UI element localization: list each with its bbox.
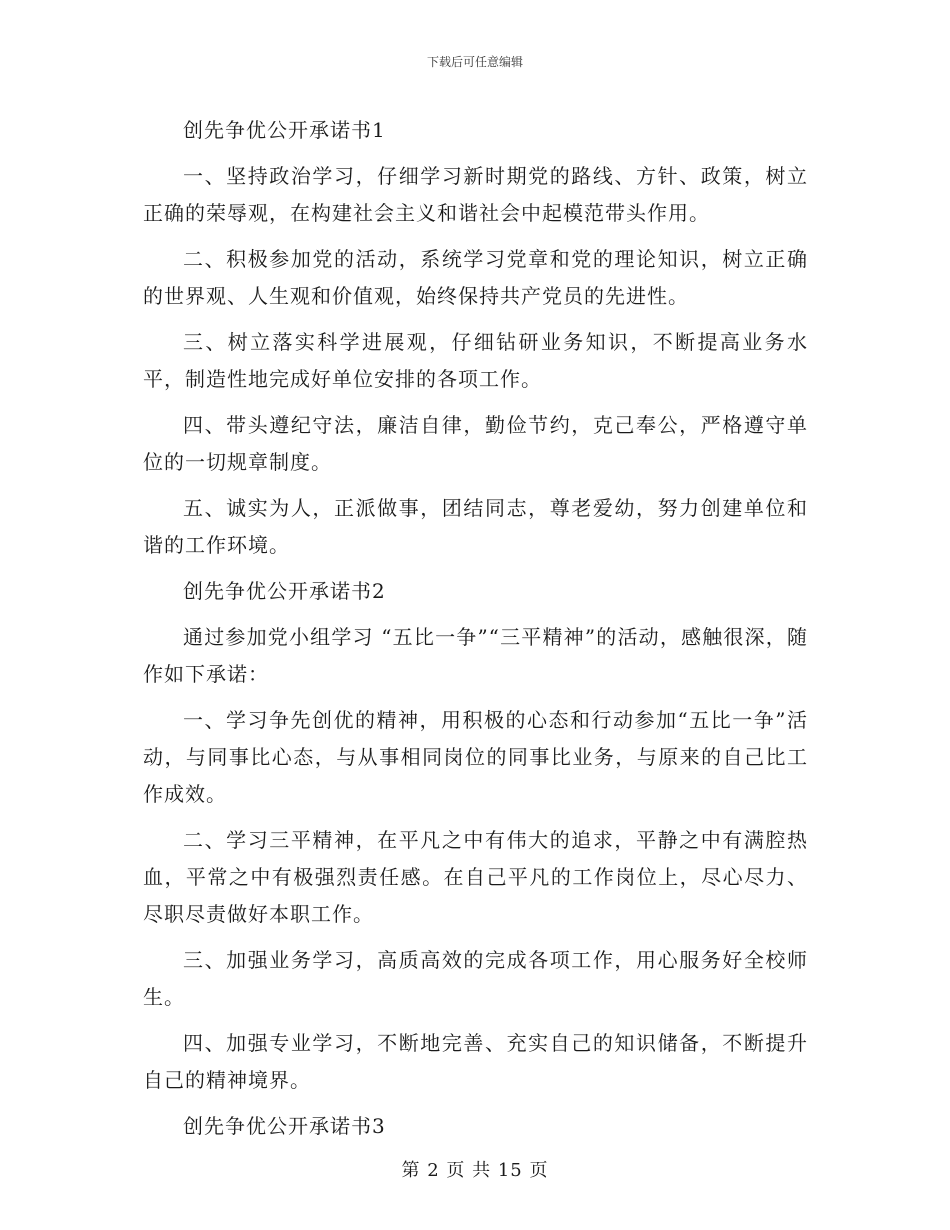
paragraph: 二、积极参加党的活动，系统学习党章和党的理论知识，树立正确的世界观、人生观和价值观，始终保持共产党员的先进性。 [143,247,808,308]
paragraph: 三、加强业务学习，高质高效的完成各项工作，用心服务好全校师生。 [143,948,808,1009]
paragraph: 二、学习三平精神，在平凡之中有伟大的追求，平静之中有满腔热血，平常之中有极强烈责任感。在自己平凡的工作岗位上，尽心尽力、尽职尽责做好本职工作。 [143,828,808,926]
paragraph: 一、坚持政治学习，仔细学习新时期党的路线、方针、政策，树立正确的荣辱观，在构建社会主义和谐社会中起模范带头作用。 [143,164,808,225]
paragraph: 一、学习争先创优的精神，用积极的心态和行动参加“五比一争”活动，与同事比心态，与从事相同岗位的同事比业务，与原来的自己比工作成效。 [143,708,808,806]
page-number-footer: 第 2 页 共 15 页 [401,1160,549,1181]
paragraph: 三、树立落实科学进展观，仔细钻研业务知识，不断提高业务水平，制造性地完成好单位安排的各项工作。 [143,330,808,391]
document-title-2: 创先争优公开承诺书2 [183,579,386,603]
document-title-1: 创先争优公开承诺书1 [183,118,386,142]
document-title-3: 创先争优公开承诺书3 [183,1114,386,1138]
paragraph: 四、带头遵纪守法，廉洁自律，勤俭节约，克己奉公，严格遵守单位的一切规章制度。 [143,413,808,474]
document-body [143,112,808,1154]
paragraph: 通过参加党小组学习 “五比一争”“三平精神”的活动，感触很深，随作如下承诺： [143,625,808,686]
paragraph: 五、诚实为人，正派做事，团结同志，尊老爱幼，努力创建单位和谐的工作环境。 [143,496,808,557]
header-note: 下载后可任意编辑 [426,55,523,69]
paragraph: 四、加强专业学习，不断地完善、充实自己的知识储备，不断提升自己的精神境界。 [143,1031,808,1092]
